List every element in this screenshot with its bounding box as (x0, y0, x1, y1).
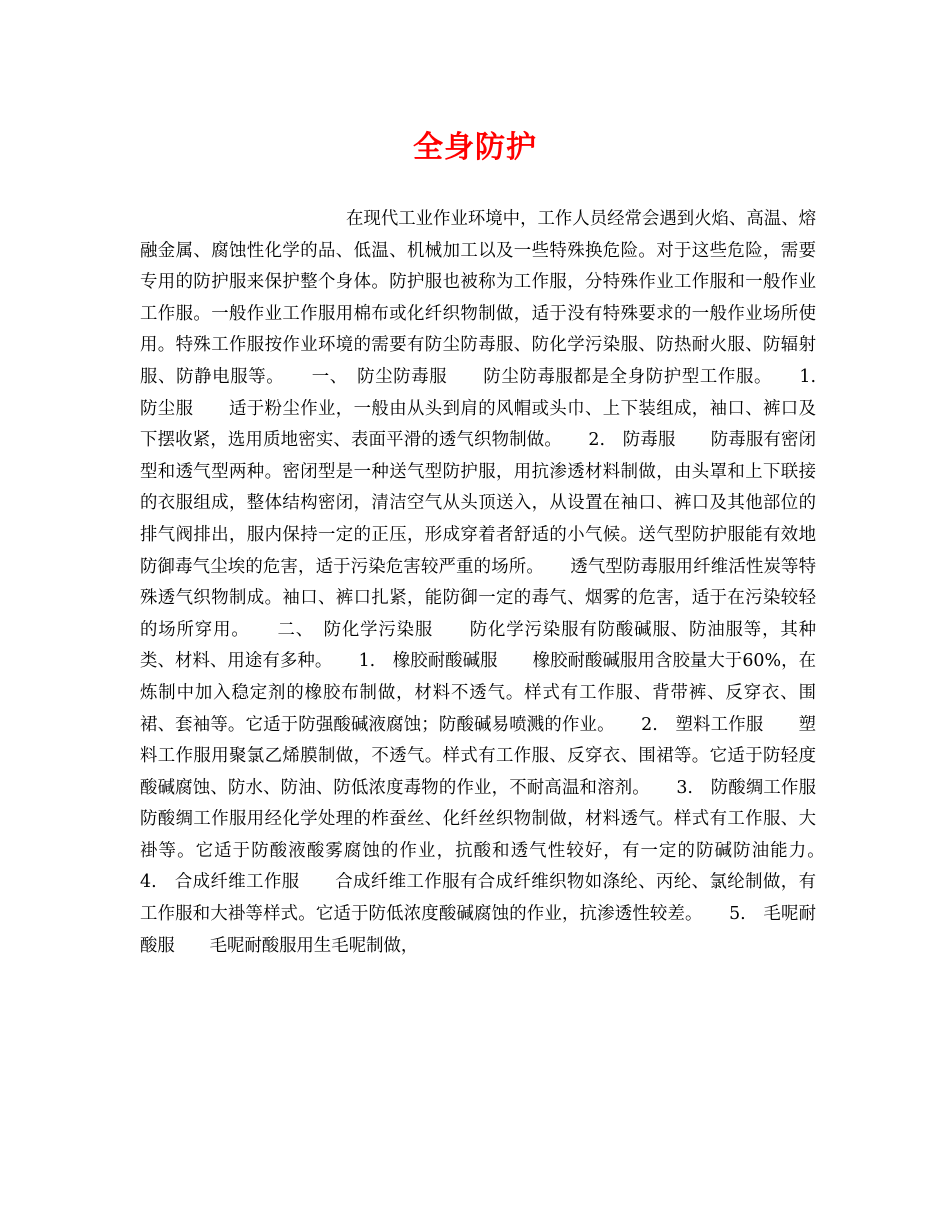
document-body-paragraph: 在现代工业作业环境中，工作人员经常会遇到火焰、高温、熔融金属、腐蚀性化学的品、低温、机械加工以及一些特殊换危险。对于这些危险，需要专用的防护服来保护整个身体。防护服也被称为工作服，分特殊作业工作服和一般作业工作服。一般作业工作服用棉布或化纤织物制做，适于没有特殊要求的一般作业场所使用。特殊工作服按作业环境的需要有防尘防毒服、防化学污染服、防热耐火服、防辐射服、防静电服等。 一、 防尘防毒服 防尘防毒服都是全身防护型工作服。 1. 防尘服 适于粉尘作业，一般由从头到肩的风帽或头巾、上下装组成，袖口、裤口及下摆收紧，选用质地密实、表面平滑的透气织物制做。 2. 防毒服 防毒服有密闭型和透气型两种。密闭型是一种送气型防护服，用抗渗透材料制做，由头罩和上下联接的衣服组成，整体结构密闭，清洁空气从头顶送入，从设置在袖口、裤口及其他部位的排气阀排出，服内保持一定的正压，形成穿着者舒适的小气候。送气型防护服能有效地防御毒气尘埃的危害，适于污染危害较严重的场所。 透气型防毒服用纤维活性炭等特殊透气织物制成。袖口、裤口扎紧，能防御一定的毒气、烟雾的危害，适于在污染较轻的场所穿用。 二、 防化学污染服 防化学污染服有防酸碱服、防油服等，其种类、材料、用途有多种。 1. 橡胶耐酸碱服 橡胶耐酸碱服用含胶量大于60%，在炼制中加入稳定剂的橡胶布制做，材料不透气。样式有工作服、背带裤、反穿衣、围裙、套袖等。它适于防强酸碱液腐蚀；防酸碱易喷溅的作业。 2. 塑料工作服 塑料工作服用聚氯乙烯膜制做，不透气。样式有工作服、反穿衣、围裙等。它适于防轻度酸碱腐蚀、防水、防油、防低浓度毒物的作业，不耐高温和溶剂。 3. 防酸绸工作服 防酸绸工作服用经化学处理的柞蚕丝、化纤丝织物制做，材料透气。样式有工作服、大褂等。它适于防酸液酸雾腐蚀的作业，抗酸和透气性较好，有一定的防碱防油能力。 4. 合成纤维工作服 合成纤维工作服有合成纤维织物如涤纶、丙纶、氯纶制做，有工作服和大褂等样式。它适于防低浓度酸碱腐蚀的作业，抗渗透性较差。 5. 毛呢耐酸服 毛呢耐酸服用生毛呢制做， (140, 209, 851, 956)
document-title: 全身防护 (413, 130, 537, 165)
